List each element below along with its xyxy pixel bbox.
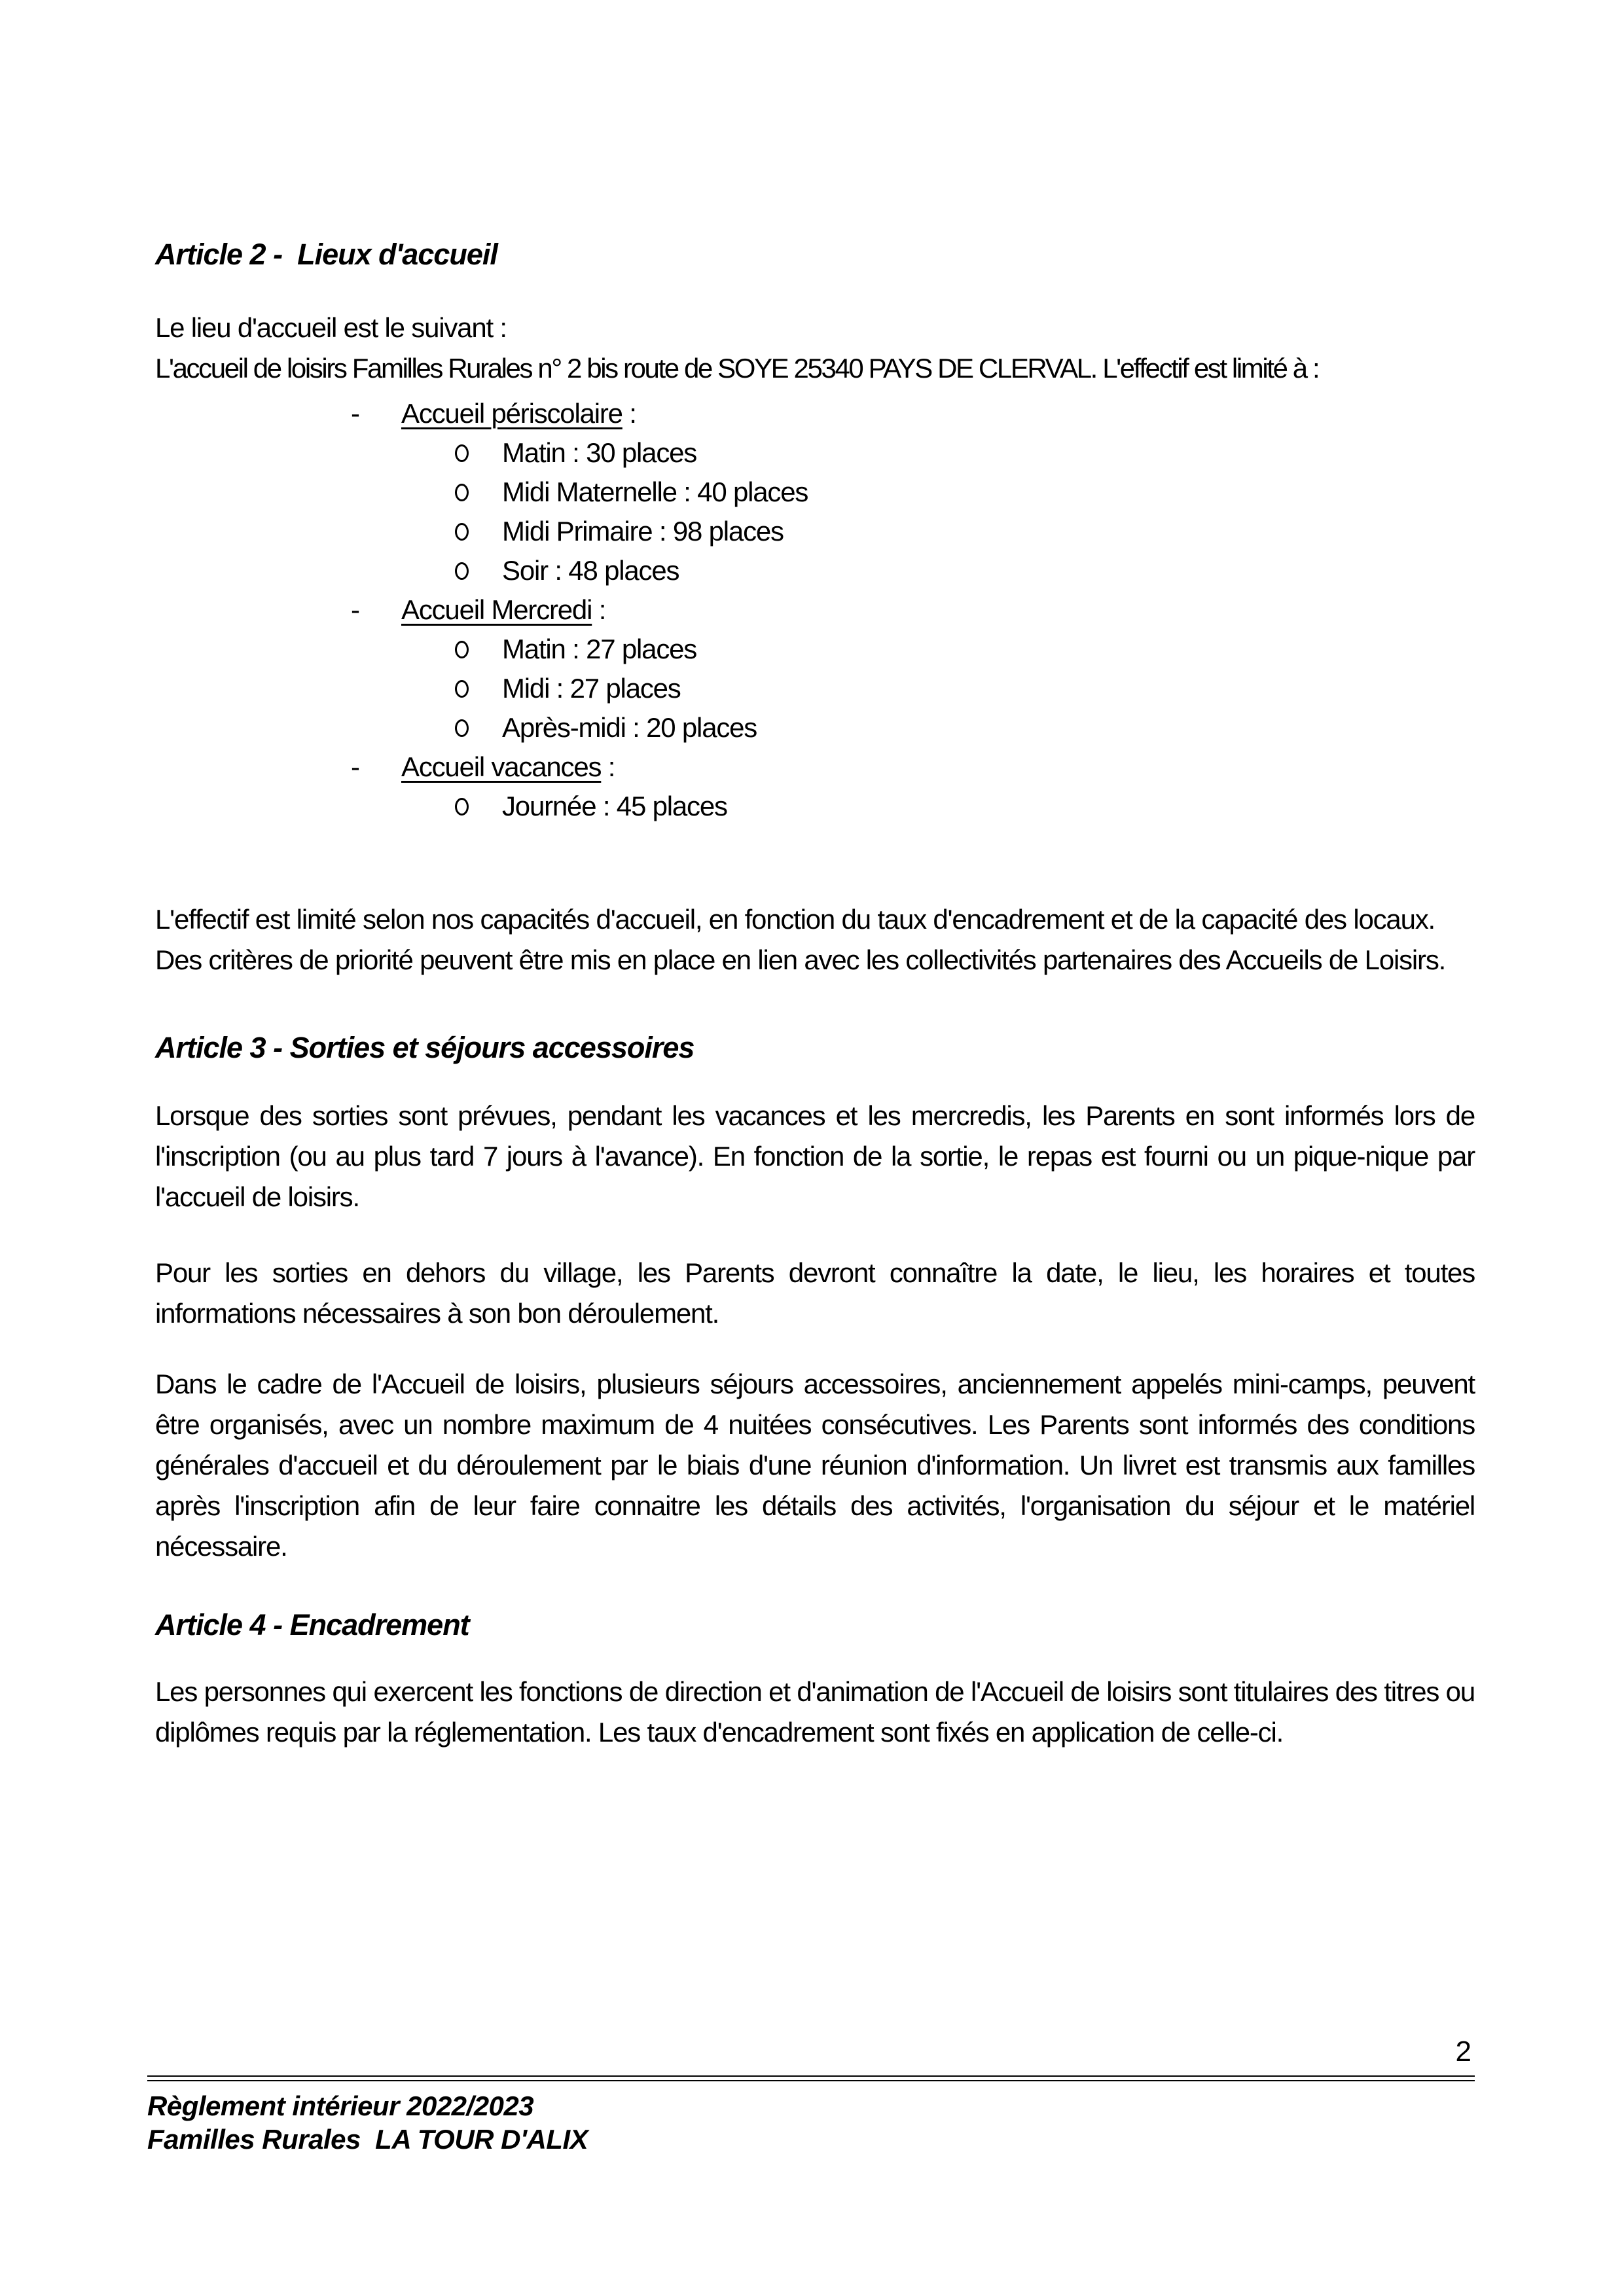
list-subitem-text: Journée : 45 places (502, 791, 727, 821)
footer-divider (147, 2075, 1475, 2081)
circle-bullet-icon (455, 484, 469, 501)
article3-paragraph-3: Dans le cadre de l'Accueil de loisirs, plusieurs séjours accessoires, anciennement appelés mini-camps, peuvent être organisés, avec un nombre maximum de 4 nuitées consécutives. Les Parents sont informés des conditions générales d'accueil et du déroulement par le biais d'une réunion d'information. Un livret est transmis aux familles après l'inscription afin de leur faire connaitre les détails des activités, l'organisation du séjour et le matériel nécessaire. (155, 1369, 1475, 1562)
list-subitem-text: Matin : 27 places (502, 634, 697, 664)
list-subitem (155, 708, 1475, 747)
circle-bullet-icon (455, 798, 469, 816)
article4-title: Article 4 - Encadrement (155, 1608, 469, 1641)
article3-paragraph-2: Pour les sorties en dehors du village, les Parents devront connaître la date, le lieu, les horaires et toutes informations nécessaires à son bon déroulement. (155, 1257, 1475, 1329)
article2-intro-line2: L'accueil de loisirs Familles Rurales n° 2 bis route de SOYE 25340 PAYS DE CLERVAL. L'effectif est limité à : (155, 353, 1319, 384)
circle-bullet-icon (455, 680, 469, 698)
page-footer (147, 2032, 1475, 2156)
list-item-label: Accueil vacances (401, 751, 602, 782)
article4-paragraph-1: Les personnes qui exercent les fonctions de direction et d'animation de l'Accueil de loisirs sont titulaires des titres ou diplômes requis par la réglementation. Les taux d'encadrement sont fixés en application de celle-ci. (155, 1676, 1475, 1748)
dash-bullet-icon: - (351, 398, 359, 429)
article2-paragraph-1: L'effectif est limité selon nos capacités d'accueil, en fonction du taux d'encadrement et de la capacité des locaux. (155, 904, 1435, 935)
list-subitem (155, 433, 1475, 473)
dash-bullet-icon: - (351, 594, 359, 625)
list-subitem-text: Midi Maternelle : 40 places (502, 476, 808, 507)
footer-line-1: Règlement intérieur 2022/2023 (147, 2090, 534, 2121)
footer-line-2: Familles Rurales LA TOUR D'ALIX (147, 2124, 588, 2155)
list-subitem-text: Soir : 48 places (502, 555, 679, 586)
list-subitem-text: Midi Primaire : 98 places (502, 516, 784, 547)
article3-paragraph-1: Lorsque des sorties sont prévues, pendant les vacances et les mercredis, les Parents en sont informés lors de l'inscription (ou au plus tard 7 jours à l'avance). En fonction de la sortie, le repas est fourni ou un pique-nique par l'accueil de loisirs. (155, 1100, 1475, 1212)
article3-title: Article 3 - Sorties et séjours accessoires (155, 1031, 695, 1064)
list-subitem-text: Matin : 30 places (502, 437, 697, 468)
list-item-suffix: : (592, 594, 606, 625)
list-item-suffix: : (622, 398, 636, 429)
list-subitem (155, 669, 1475, 708)
dash-bullet-icon: - (351, 751, 359, 782)
list-subitem (155, 473, 1475, 512)
list-item-label: Accueil périscolaire (401, 398, 623, 429)
list-subitem (155, 787, 1475, 826)
capacity-list (155, 394, 1475, 826)
article2-paragraph-2: Des critères de priorité peuvent être mis en place en lien avec les collectivités partenaires des Accueils de Loisirs. (155, 944, 1446, 975)
list-item-label: Accueil Mercredi (401, 594, 592, 625)
list-subitem-text: Midi : 27 places (502, 673, 681, 704)
circle-bullet-icon (455, 523, 469, 541)
list-item-suffix: : (601, 751, 615, 782)
article2-intro-line1: Le lieu d'accueil est le suivant : (155, 312, 507, 343)
list-item-accueil-periscolaire (155, 394, 1475, 433)
circle-bullet-icon (455, 641, 469, 658)
circle-bullet-icon (455, 444, 469, 462)
page-number: 2 (1455, 2036, 1471, 2068)
circle-bullet-icon (455, 719, 469, 737)
list-item-accueil-vacances (155, 747, 1475, 787)
circle-bullet-icon (455, 562, 469, 580)
list-subitem (155, 630, 1475, 669)
list-item-accueil-mercredi (155, 590, 1475, 630)
list-subitem (155, 512, 1475, 551)
article2-title: Article 2 - Lieux d'accueil (155, 238, 497, 271)
list-subitem (155, 551, 1475, 590)
list-subitem-text: Après-midi : 20 places (502, 712, 757, 743)
